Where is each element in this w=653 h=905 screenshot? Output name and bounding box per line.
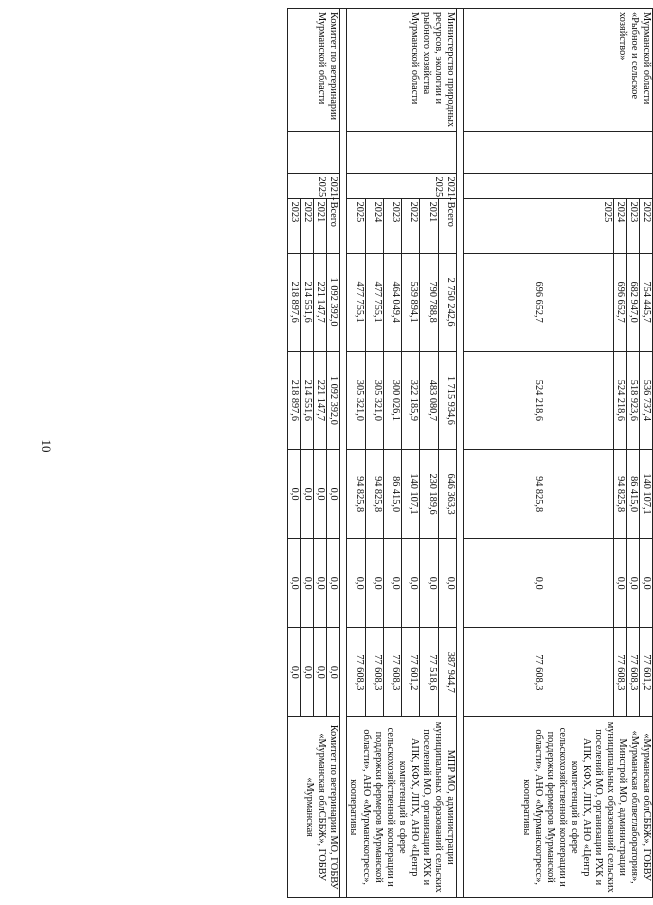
value-cell-ext: 0,0 [288, 628, 301, 717]
year-cell: 2021 [420, 198, 438, 253]
value-cell-ext: 0,0 [301, 628, 314, 717]
value-cell-total: 2 750 242,6 [438, 253, 456, 351]
empty-cell [347, 132, 456, 173]
value-cell-ext: 387 944,7 [438, 628, 456, 717]
value-cell-ext: 77 608,3 [463, 628, 613, 717]
year-cell: Всего [327, 198, 340, 253]
value-cell-ext: 0,0 [327, 628, 340, 717]
year-cell: 2023 [288, 198, 301, 253]
executors-cell: Комитет по ветеринарии МО, ГОБВУ «Мурманская облСББЖ», ГОБВУ «Мурманская [288, 717, 340, 898]
value-cell-ext: 77 608,3 [383, 628, 401, 717]
year-cell: 2025 [463, 198, 613, 253]
org-cell: Министерство природных ресурсов, экологии и рыбного хозяйства Мурманской области [347, 9, 456, 132]
value-cell-ext: 77 518,6 [420, 628, 438, 717]
value-cell-reg: 140 107,1 [639, 450, 652, 539]
value-cell-fed: 218 897,6 [288, 351, 301, 449]
value-cell-reg: 94 825,8 [347, 450, 365, 539]
value-cell-total: 1 092 392,0 [327, 253, 340, 351]
year-cell: 2024 [365, 198, 383, 253]
value-cell-total: 221 147,7 [314, 253, 327, 351]
executors-cell: МПР МО, администрации муниципальных образований сельских поселений МО, организации РХК и АПК, КФХ, ЛПХ, АНО «Центр компетенций в сфере сельскохозяйственной кооперации и поддержки фермеров Мурманской области», АНО «Мурманскогресс», кооперативы [347, 717, 456, 898]
value-cell-fed: 300 026,1 [383, 351, 401, 449]
value-cell-total: 754 445,7 [639, 253, 652, 351]
empty-cell [288, 132, 340, 173]
year-cell: 2023 [383, 198, 401, 253]
period-cell [463, 173, 652, 198]
value-cell-loc: 0,0 [626, 539, 639, 628]
year-cell: 2022 [402, 198, 420, 253]
value-cell-reg: 230 189,6 [420, 450, 438, 539]
value-cell-loc: 0,0 [347, 539, 365, 628]
value-cell-reg: 0,0 [288, 450, 301, 539]
value-cell-total: 477 755,1 [365, 253, 383, 351]
value-cell-loc: 0,0 [463, 539, 613, 628]
block-separator [340, 9, 347, 898]
org-cell: Комитет по ветеринарии Мурманской области [288, 9, 340, 132]
value-cell-loc: 0,0 [301, 539, 314, 628]
period-cell: 2021-2025 [288, 173, 340, 198]
value-cell-fed: 524 218,6 [613, 351, 626, 449]
value-cell-fed: 536 737,4 [639, 351, 652, 449]
value-cell-ext: 77 608,3 [626, 628, 639, 717]
year-cell: 2024 [613, 198, 626, 253]
table-row [639, 9, 652, 898]
value-cell-ext: 77 601,2 [402, 628, 420, 717]
value-cell-loc: 0,0 [639, 539, 652, 628]
value-cell-total: 464 049,4 [383, 253, 401, 351]
value-cell-ext: 77 601,2 [639, 628, 652, 717]
empty-cell [463, 132, 652, 173]
value-cell-ext: 0,0 [314, 628, 327, 717]
separator-cell [456, 9, 463, 898]
value-cell-loc: 0,0 [314, 539, 327, 628]
rotated-page [63, 8, 653, 898]
value-cell-fed: 214 551,6 [301, 351, 314, 449]
org-cell: Мурманской области «Рыбное и сельское хозяйство» [463, 9, 652, 132]
value-cell-fed: 483 080,7 [420, 351, 438, 449]
value-cell-fed: 305 321,0 [365, 351, 383, 449]
funding-table [287, 8, 653, 898]
value-cell-ext: 77 608,3 [347, 628, 365, 717]
value-cell-reg: 140 107,1 [402, 450, 420, 539]
year-cell: 2022 [639, 198, 652, 253]
table-row [438, 9, 456, 898]
value-cell-reg: 86 415,0 [626, 450, 639, 539]
year-cell: 2023 [626, 198, 639, 253]
value-cell-total: 218 897,6 [288, 253, 301, 351]
table-row [327, 9, 340, 898]
value-cell-total: 790 788,8 [420, 253, 438, 351]
block-separator [456, 9, 463, 898]
value-cell-reg: 94 825,8 [463, 450, 613, 539]
value-cell-reg: 94 825,8 [365, 450, 383, 539]
value-cell-loc: 0,0 [365, 539, 383, 628]
separator-cell [340, 9, 347, 898]
value-cell-reg: 646 363,3 [438, 450, 456, 539]
value-cell-loc: 0,0 [613, 539, 626, 628]
value-cell-total: 214 551,6 [301, 253, 314, 351]
period-cell: 2021-2025 [347, 173, 456, 198]
page-number: 10 [39, 439, 54, 453]
value-cell-ext: 77 608,3 [365, 628, 383, 717]
value-cell-total: 539 894,1 [402, 253, 420, 351]
value-cell-fed: 518 923,6 [626, 351, 639, 449]
value-cell-loc: 0,0 [383, 539, 401, 628]
value-cell-loc: 0,0 [327, 539, 340, 628]
value-cell-total: 696 652,7 [613, 253, 626, 351]
value-cell-fed: 305 321,0 [347, 351, 365, 449]
value-cell-reg: 0,0 [301, 450, 314, 539]
value-cell-reg: 94 825,8 [613, 450, 626, 539]
value-cell-reg: 86 415,0 [383, 450, 401, 539]
value-cell-fed: 221 147,7 [314, 351, 327, 449]
year-cell: Всего [438, 198, 456, 253]
value-cell-reg: 0,0 [314, 450, 327, 539]
value-cell-fed: 1 715 934,6 [438, 351, 456, 449]
value-cell-loc: 0,0 [438, 539, 456, 628]
value-cell-reg: 0,0 [327, 450, 340, 539]
value-cell-loc: 0,0 [402, 539, 420, 628]
value-cell-loc: 0,0 [288, 539, 301, 628]
value-cell-total: 477 755,1 [347, 253, 365, 351]
year-cell: 2022 [301, 198, 314, 253]
value-cell-fed: 524 218,6 [463, 351, 613, 449]
year-cell: 2021 [314, 198, 327, 253]
value-cell-total: 696 652,7 [463, 253, 613, 351]
value-cell-total: 682 947,0 [626, 253, 639, 351]
value-cell-loc: 0,0 [420, 539, 438, 628]
value-cell-ext: 77 608,3 [613, 628, 626, 717]
value-cell-fed: 322 185,9 [402, 351, 420, 449]
executors-cell: «Мурманская облСББЖ», ГОБВУ «Мурманская облветлаборатория», Минсгрой МО, администрации муниципальных образований сельских поселений МО, организации РХК и АПК, КФХ, ЛПХ, АНО «Центр компетенций в сфере сельскохозяйственной кооперации и поддержки фермеров Мурманской области», АНО «Мурманскогресс», кооперативы [463, 717, 652, 898]
year-cell: 2025 [347, 198, 365, 253]
value-cell-fed: 1 092 392,0 [327, 351, 340, 449]
